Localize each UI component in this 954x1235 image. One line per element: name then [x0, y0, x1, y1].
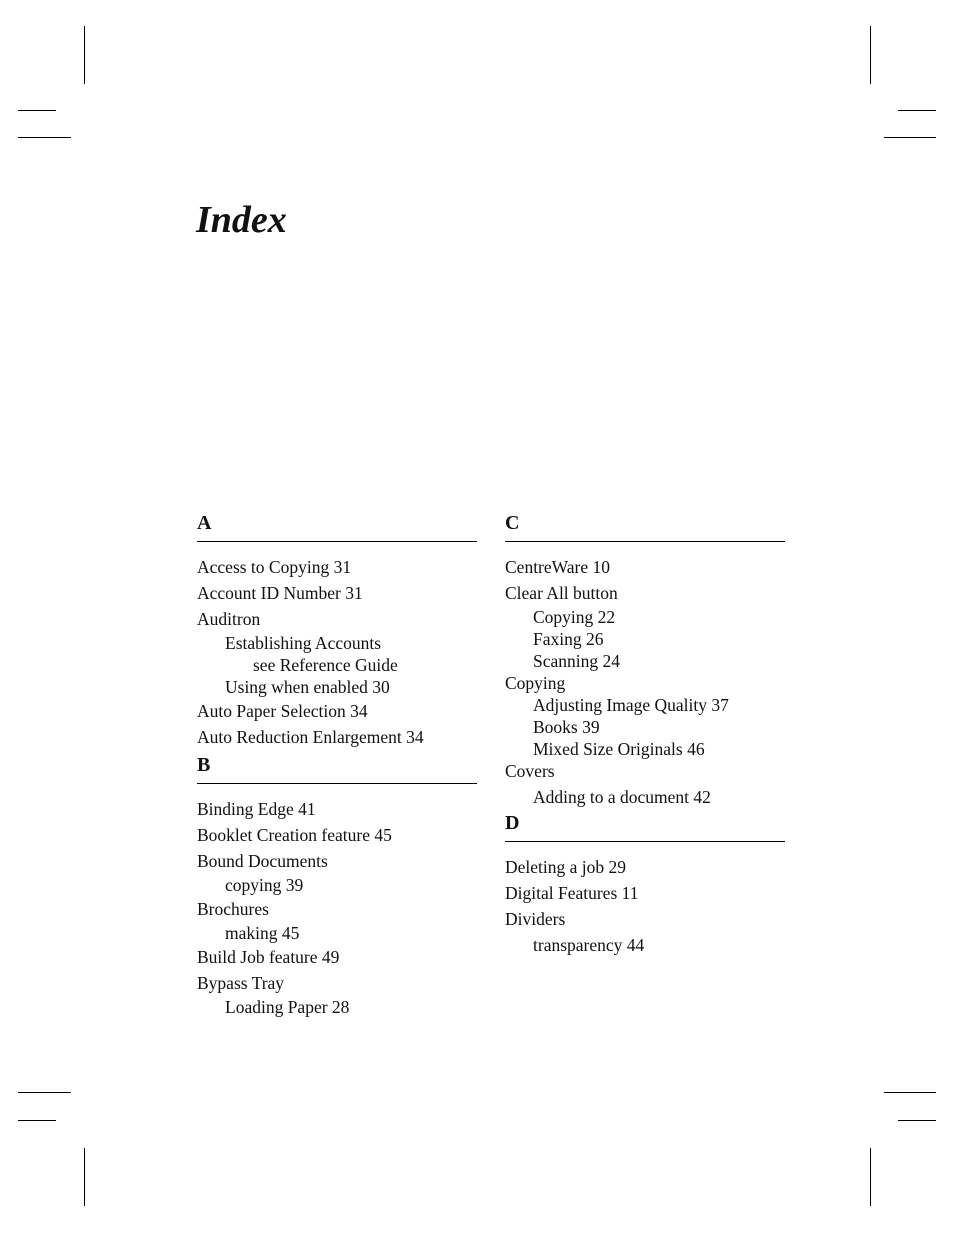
crop-mark: [18, 1092, 71, 1093]
section-divider: [197, 541, 477, 542]
crop-mark: [884, 1092, 936, 1093]
crop-mark: [84, 1148, 85, 1206]
index-subentry: transparency 44: [533, 935, 645, 955]
index-subentry: Loading Paper 28: [225, 997, 350, 1017]
index-entry: Auditron: [197, 609, 261, 629]
index-entry: Copying: [505, 673, 566, 693]
index-entry: CentreWare 10: [505, 557, 610, 577]
index-entry: Access to Copying 31: [197, 557, 352, 577]
section-letter-a: A: [197, 512, 212, 534]
index-subentry: copying 39: [225, 875, 304, 895]
crop-mark: [870, 26, 871, 84]
index-entry: Bound Documents: [197, 851, 328, 871]
index-column-right: [505, 508, 785, 956]
index-subentry: Books 39: [533, 717, 600, 737]
index-entry: Build Job feature 49: [197, 947, 340, 967]
index-entry: Bypass Tray: [197, 973, 285, 993]
index-subentry: Adjusting Image Quality 37: [533, 695, 729, 715]
index-subentry: making 45: [225, 923, 300, 943]
crop-mark: [18, 110, 56, 111]
crop-mark: [898, 1120, 936, 1121]
index-subentry: Scanning 24: [533, 651, 621, 671]
index-entry: Auto Reduction Enlargement 34: [197, 727, 424, 747]
index-entry: Account ID Number 31: [197, 583, 363, 603]
index-subsubentry: see Reference Guide: [253, 655, 398, 675]
section-divider: [197, 783, 477, 784]
index-entry: Dividers: [505, 909, 566, 929]
crop-mark: [84, 26, 85, 84]
section-letter-c: C: [505, 512, 520, 534]
crop-mark: [18, 137, 71, 138]
crop-mark: [870, 1148, 871, 1206]
index-entry: Booklet Creation feature 45: [197, 825, 392, 845]
index-subentry: Establishing Accounts: [225, 633, 382, 653]
section-divider: [505, 841, 785, 842]
index-entry: Binding Edge 41: [197, 799, 316, 819]
page-title: Index: [196, 199, 287, 241]
crop-mark: [18, 1120, 56, 1121]
index-entry: Covers: [505, 761, 555, 781]
index-entry: Clear All button: [505, 583, 618, 603]
crop-mark: [898, 110, 936, 111]
crop-mark: [884, 137, 936, 138]
index-entry: Brochures: [197, 899, 269, 919]
section-divider: [505, 541, 785, 542]
index-subentry: Mixed Size Originals 46: [533, 739, 705, 759]
section-letter-b: B: [197, 754, 211, 776]
section-letter-d: D: [505, 812, 520, 834]
index-subentry: Faxing 26: [533, 629, 604, 649]
index-subentry: Adding to a document 42: [533, 787, 711, 807]
index-entry: Auto Paper Selection 34: [197, 701, 368, 721]
index-entry: Digital Features 11: [505, 883, 639, 903]
index-subentry: Copying 22: [533, 607, 616, 627]
index-entry: Deleting a job 29: [505, 857, 627, 877]
index-subentry: Using when enabled 30: [225, 677, 390, 697]
index-column-left: [197, 508, 477, 1018]
